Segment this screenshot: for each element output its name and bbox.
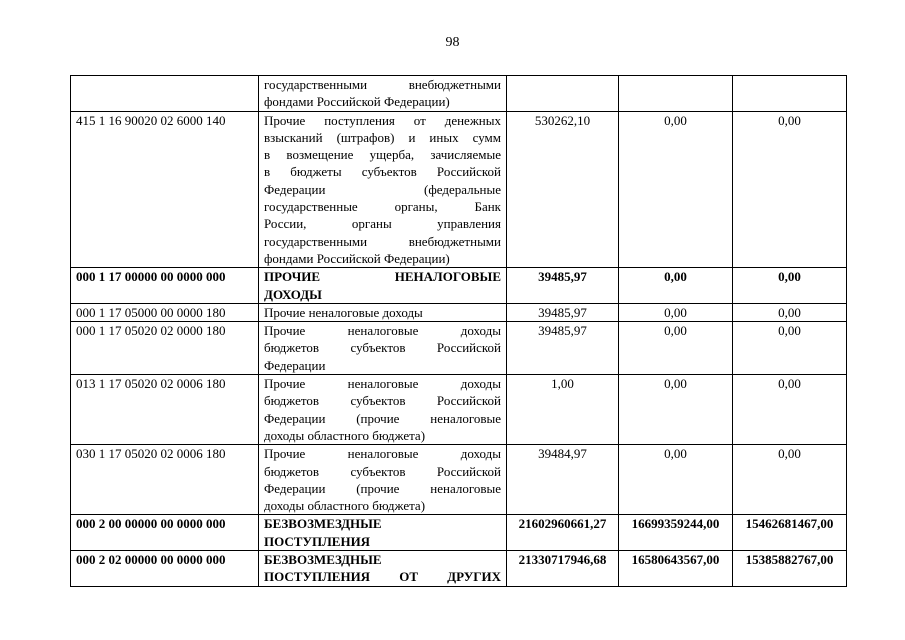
table-row	[71, 111, 847, 268]
amount-cell-3: 15462681467,00	[733, 515, 847, 551]
amount-cell-3: 0,00	[733, 111, 847, 268]
revenue-name-line: доходы областного бюджета)	[264, 498, 426, 514]
revenue-name-line: бюджетов субъектов Российской	[264, 340, 501, 356]
amount-cell-2: 0,00	[619, 322, 733, 375]
revenue-name-line: взысканий (штрафов) и иных сумм	[264, 129, 501, 145]
revenue-name-line: Прочие поступления от денежных	[264, 112, 501, 128]
revenue-name-line: ПРОЧИЕ НЕНАЛОГОВЫЕ	[264, 269, 501, 285]
revenue-name-line: Прочие неналоговые доходы	[264, 323, 501, 339]
amount-cell-1: 530262,10	[507, 111, 619, 268]
revenue-name-line: Прочие неналоговые доходы	[264, 304, 423, 320]
revenue-name-line: в бюджеты субъектов Российской	[264, 164, 501, 180]
amount-cell-3	[733, 76, 847, 112]
revenue-name-line: государственные органы, Банк	[264, 199, 501, 215]
revenue-name-line: в возмещение ущерба, зачисляемые	[264, 147, 501, 163]
revenue-name-line: Прочие неналоговые доходы	[264, 446, 501, 462]
amount-cell-2: 0,00	[619, 375, 733, 445]
table-row	[71, 515, 847, 551]
amount-cell-1: 39485,97	[507, 303, 619, 321]
table-row	[71, 76, 847, 112]
budget-code-cell	[71, 76, 259, 112]
amount-cell-3: 15385882767,00	[733, 551, 847, 587]
revenue-name-cell	[259, 515, 507, 551]
amount-cell-3: 0,00	[733, 445, 847, 515]
budget-code-cell: 000 1 17 05020 02 0000 180	[71, 322, 259, 375]
amount-cell-3: 0,00	[733, 303, 847, 321]
amount-cell-2: 16580643567,00	[619, 551, 733, 587]
table-row	[71, 551, 847, 587]
revenue-name-line: ПОСТУПЛЕНИЯ ОТ ДРУГИХ	[264, 569, 501, 585]
budget-code-cell: 000 1 17 05000 00 0000 180	[71, 303, 259, 321]
amount-cell-1: 39485,97	[507, 268, 619, 304]
table-row	[71, 322, 847, 375]
amount-cell-2: 16699359244,00	[619, 515, 733, 551]
revenue-name-line: государственными внебюджетными	[264, 233, 501, 249]
amount-cell-1	[507, 76, 619, 112]
revenue-name-cell	[259, 303, 507, 321]
revenue-name-line: БЕЗВОЗМЕЗДНЫЕ	[264, 552, 382, 568]
amount-cell-1: 39485,97	[507, 322, 619, 375]
revenue-name-line: Федерации (федеральные	[264, 181, 501, 197]
table-row	[71, 268, 847, 304]
table-row	[71, 375, 847, 445]
amount-cell-3: 0,00	[733, 322, 847, 375]
amount-cell-1: 1,00	[507, 375, 619, 445]
revenue-name-line: фондами Российской Федерации)	[264, 250, 450, 266]
revenue-name-line: России, органы управления	[264, 216, 501, 232]
revenue-name-line: государственными внебюджетными	[264, 77, 501, 92]
amount-cell-3: 0,00	[733, 268, 847, 304]
amount-cell-2: 0,00	[619, 303, 733, 321]
amount-cell-2	[619, 76, 733, 112]
revenue-name-cell	[259, 445, 507, 515]
revenue-name-cell	[259, 268, 507, 304]
budget-code-cell: 000 2 00 00000 00 0000 000	[71, 515, 259, 551]
revenue-name-line: БЕЗВОЗМЕЗДНЫЕ	[264, 516, 382, 532]
revenue-name-cell	[259, 322, 507, 375]
revenue-name-line: ДОХОДЫ	[264, 286, 322, 302]
revenue-name-cell	[259, 375, 507, 445]
revenue-name-line: Прочие неналоговые доходы	[264, 376, 501, 392]
revenue-name-line: Федерации	[264, 357, 326, 373]
revenue-name-line: бюджетов субъектов Российской	[264, 463, 501, 479]
budget-code-cell: 415 1 16 90020 02 6000 140	[71, 111, 259, 268]
amount-cell-3: 0,00	[733, 375, 847, 445]
amount-cell-1: 21602960661,27	[507, 515, 619, 551]
revenue-name-cell	[259, 111, 507, 268]
page-number: 98	[445, 35, 460, 50]
amount-cell-2: 0,00	[619, 445, 733, 515]
revenue-table	[70, 75, 847, 587]
revenue-name-line: бюджетов субъектов Российской	[264, 393, 501, 409]
revenue-name-line: Федерации (прочие неналоговые	[264, 480, 501, 496]
revenue-name-line: доходы областного бюджета)	[264, 427, 426, 443]
budget-code-cell: 000 2 02 00000 00 0000 000	[71, 551, 259, 587]
budget-code-cell: 000 1 17 00000 00 0000 000	[71, 268, 259, 304]
amount-cell-1: 39484,97	[507, 445, 619, 515]
budget-code-cell: 013 1 17 05020 02 0006 180	[71, 375, 259, 445]
amount-cell-2: 0,00	[619, 268, 733, 304]
revenue-name-cell	[259, 551, 507, 587]
revenue-name-cell	[259, 76, 507, 112]
table-row	[71, 445, 847, 515]
table-row	[71, 303, 847, 321]
revenue-name-line: Федерации (прочие неналоговые	[264, 410, 501, 426]
amount-cell-1: 21330717946,68	[507, 551, 619, 587]
budget-code-cell: 030 1 17 05020 02 0006 180	[71, 445, 259, 515]
amount-cell-2: 0,00	[619, 111, 733, 268]
revenue-name-line: фондами Российской Федерации)	[264, 94, 450, 110]
revenue-name-line: ПОСТУПЛЕНИЯ	[264, 533, 371, 549]
table-body	[71, 76, 847, 587]
